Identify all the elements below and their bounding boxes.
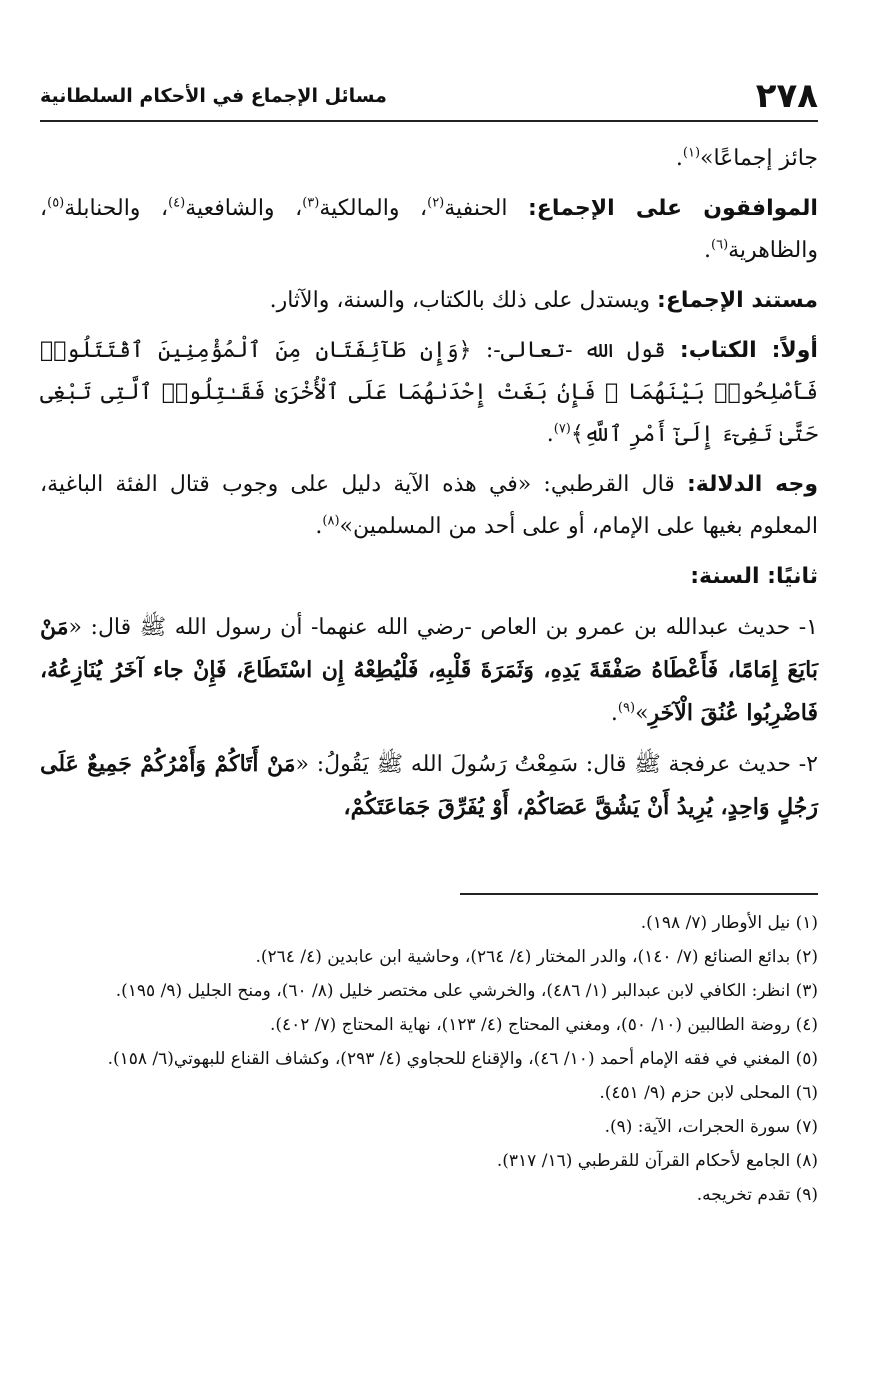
footnote: (٦) المحلى لابن حزم (٩/ ٤٥١). (599, 1083, 818, 1103)
text: . (315, 514, 323, 539)
hadith-text: مَنْ أَتَاكُمْ وَأَمْرُكُمْ جَمِيعٌ عَلَى رَجُلٍ وَاحِدٍ، يُرِيدُ أَنْ يَشُقَّ عَصَاكُمْ، أَوْ يُفَرِّقَ جَمَاعَتَكُمْ، (40, 751, 818, 820)
page-header (40, 72, 818, 122)
footnote: (٧) سورة الحجرات، الآية: (٩). (604, 1117, 818, 1137)
paragraph-basis (40, 280, 818, 322)
paragraph-sunnah-heading (40, 556, 818, 598)
footnote-ref: (٩) (617, 700, 636, 716)
main-text (40, 138, 818, 837)
text: ، والشافعية (185, 196, 303, 221)
section-label: الموافقون على الإجماع: (528, 196, 818, 221)
text: . (546, 422, 554, 447)
footnotes (40, 908, 818, 1214)
section-label: وجه الدلالة: (686, 472, 818, 497)
paragraph-hadith-2 (40, 743, 818, 829)
text: الحنفية (444, 196, 528, 221)
quran-verse: ﴿وَإِن طَآئِفَتَانِ مِنَ ٱلْمُؤْمِنِينَ ٱقْتَتَلُوا۟ فَأَصْلِحُوا۟ بَيْنَهُمَا ۖ فَإِنۢ بَغَتْ إِحْدَىٰهُمَا عَلَى ٱلْأُخْرَىٰ فَقَـٰتِلُوا۟ ٱلَّتِى تَبْغِى حَتَّىٰ تَفِىٓءَ إِلَىٰٓ أَمْرِ ٱللَّهِ﴾ (40, 338, 818, 447)
text: ١- حديث عبدالله بن عمرو بن العاص -رضي الله عنهما- أن رسول الله ﷺ قال: « (68, 615, 818, 640)
footnote-ref: (٨) (322, 513, 340, 529)
text: قال القرطبي: «في هذه الآية دليل على وجوب قتال الفئة الباغية، المعلوم بغيها على الإمام، أو على أحد من المسلمين» (40, 472, 818, 539)
footnote-ref: (٧) (553, 421, 571, 437)
paragraph-consensus-end (40, 138, 818, 180)
footnote-ref: (٢) (427, 195, 445, 211)
running-title: مسائل الإجماع في الأحكام السلطانية (40, 85, 387, 107)
text: ، والحنابلة (64, 196, 169, 221)
footnote-ref: (٤) (168, 195, 186, 211)
text: قول الله -تعالى-: (471, 338, 680, 363)
text: . (675, 146, 683, 171)
footnote: (٩) تقدم تخريجه. (696, 1185, 818, 1205)
text: ، والظاهرية (40, 196, 818, 263)
text: ، والمالكية (319, 196, 428, 221)
paragraph-evidence (40, 464, 818, 548)
text: ٢- حديث عرفجة ﷺ قال: سَمِعْتُ رَسُولَ الله ﷺ يَقُولُ: « (295, 752, 818, 777)
footnote: (٣) انظر: الكافي لابن عبدالبر (١/ ٤٨٦)، والخرشي على مختصر خليل (٨/ ٦٠)، ومنح الجليل (٩/ ١٩٥). (115, 981, 818, 1001)
footnote-ref: (١) (682, 145, 701, 161)
text: » (635, 701, 649, 726)
text: . (704, 238, 711, 263)
paragraph-agreeing-schools (40, 188, 818, 272)
section-label: أولاً: الكتاب: (679, 338, 818, 363)
footnote: (٥) المغني في فقه الإمام أحمد (١٠/ ٤٦)، والإقناع للحجاوي (٤/ ٢٩٣)، وكشاف القناع للبهوتي(٦/ ١٥٨). (107, 1049, 818, 1069)
footnote: (٢) بدائع الصنائع (٧/ ١٤٠)، والدر المختار (٤/ ٢٦٤)، وحاشية ابن عابدين (٤/ ٢٦٤). (255, 947, 818, 967)
paragraph-hadith-1 (40, 606, 818, 735)
section-label: مستند الإجماع: (657, 288, 818, 313)
paragraph-quran (40, 330, 818, 456)
footnote-ref: (٥) (47, 195, 65, 211)
footnote: (١) نيل الأوطار (٧/ ١٩٨). (640, 913, 818, 933)
text: ويستدل على ذلك بالكتاب، والسنة، والآثار. (269, 288, 658, 313)
hadith-text: مَنْ بَايَعَ إِمَامًا، فَأَعْطَاهُ صَفْقَةَ يَدِهِ، وَثَمَرَةَ قَلْبِهِ، فَلْيُطِعْهُ إِن اسْتَطَاعَ، فَإِنْ جاء آخَرُ يُنَازِعُهُ، فَاضْرِبُوا عُنُقَ الْآخَرِ (40, 614, 818, 726)
footnote: (٤) روضة الطالبين (١٠/ ٥٠)، ومغني المحتاج (٤/ ١٢٣)، نهاية المحتاج (٧/ ٤٠٢). (269, 1015, 818, 1035)
section-label: ثانيًا: السنة: (690, 564, 818, 589)
footnote: (٨) الجامع لأحكام القرآن للقرطبي (١٦/ ٣١٧). (496, 1151, 818, 1171)
text: . (610, 701, 618, 726)
footnote-ref: (٣) (302, 195, 320, 211)
footnote-separator (460, 893, 818, 895)
footnote-ref: (٦) (711, 237, 729, 253)
page-number: ٢٧٨ (755, 76, 818, 116)
text: جائز إجماعًا» (700, 146, 818, 171)
